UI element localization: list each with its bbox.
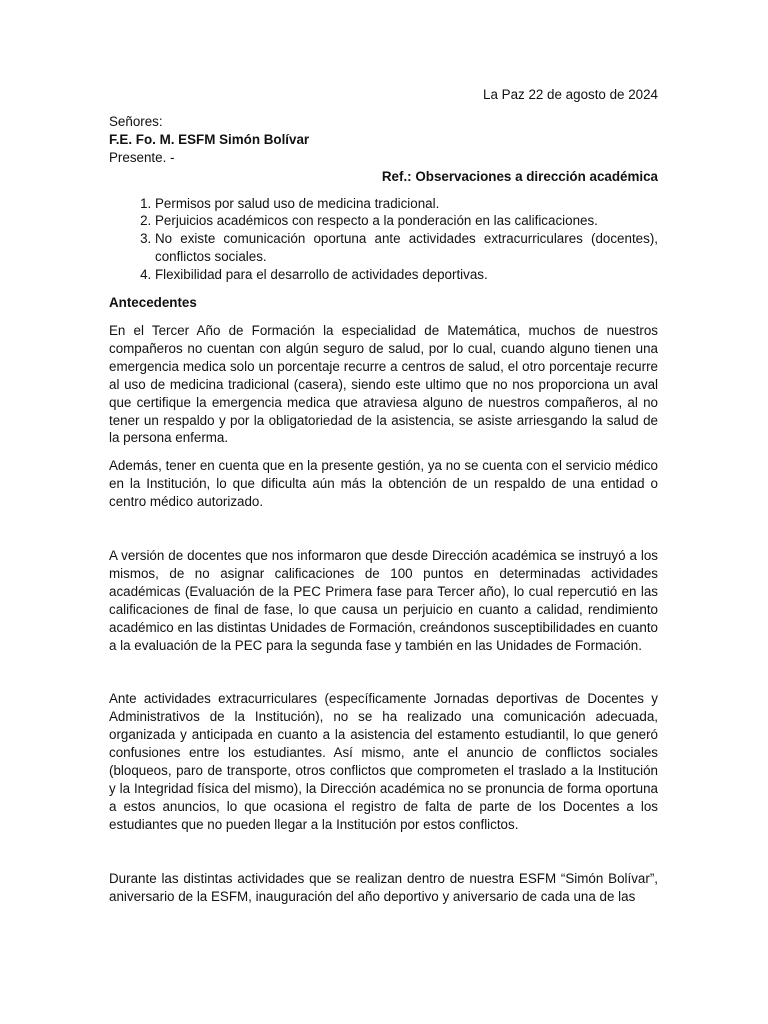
paragraph-medical-service: Además, tener en cuenta que en la presente gestión, ya no se cuenta con el servicio médico en la Institución, lo que dificulta aún más la obtención de un respaldo de una entidad o centro médico autorizado. — [109, 458, 658, 510]
list-item: 4. Flexibilidad para el desarrollo de actividades deportivas. — [155, 266, 658, 284]
salutation-block — [109, 113, 658, 167]
reference-line: Ref.: Observaciones a dirección académica — [381, 168, 658, 184]
salutation-greeting: Señores: — [109, 113, 163, 129]
list-item: 1. Permisos por salud uso de medicina tradicional. — [155, 195, 658, 213]
list-item: 3. No existe comunicación oportuna ante actividades extracurriculares (docentes), conflictos sociales. — [155, 230, 658, 266]
paragraph-extracurricular: Ante actividades extracurriculares (específicamente Jornadas deportivas de Docentes y Administrativos de la Institución), no se ha realizado una comunicación adecuada, organizada y anticipada en cuanto a la asistencia del estamento estudiantil, lo que generó confusiones entre los estudiantes. Así mismo, ante el anuncio de conflictos sociales (bloqueos, paro de transporte, otros conflictos que comprometen el traslado a la Institución y la Integridad física del mismo), la Dirección académica no se pronuncia de forma oportuna a estos anuncios, lo que ocasiona el registro de falta de parte de los Docentes a los estudiantes que no pueden llegar a la Institución por estos conflictos. — [109, 691, 658, 832]
section-heading-antecedentes: Antecedentes — [109, 295, 197, 311]
list-item: 2. Perjuicios académicos con respecto a la ponderación en las calificaciones. — [155, 212, 658, 230]
paragraph-grades: A versión de docentes que nos informaron que desde Dirección académica se instruyó a los mismos, de no asignar calificaciones de 100 puntos en determinadas actividades académicas (Evaluación de la PEC Primera fase para Tercer año), lo cual repercutió en las calificaciones de final de fase, lo que causa un perjuicio en cuanto a calidad, rendimiento académico en las distintas Unidades de Formación, creándonos susceptibilidades en cuanto a la evaluación de la PEC para la segunda fase y también en las Unidades de Formación. — [109, 548, 658, 653]
recipient-institution: F.E. Fo. M. ESFM Simón Bolívar — [109, 131, 310, 147]
paragraph-activities: Durante las distintas actividades que se realizan dentro de nuestra ESFM “Simón Bolívar”, aniversario de la ESFM, inauguración del año deportivo y aniversario de cada una de las — [109, 870, 658, 904]
observations-list — [109, 195, 658, 285]
salutation-presente: Presente. - — [109, 149, 175, 165]
letter-page — [109, 86, 658, 906]
letter-date: La Paz 22 de agosto de 2024 — [483, 87, 658, 102]
paragraph-health: En el Tercer Año de Formación la especialidad de Matemática, muchos de nuestros compañeros no cuentan con algún seguro de salud, por lo cual, cuando alguno tienen una emergencia medica solo un porcentaje recurre a centros de salud, el otro porcentaje recurre al uso de medicina tradicional (casera), siendo este ultimo que no nos proporciona un aval que certifique la emergencia medica que atraviesa alguno de nuestros compañeros, al no tener un respaldo y por la obligatoriedad de la asistencia, se asiste arriesgando la salud de la persona enferma. — [109, 322, 658, 446]
